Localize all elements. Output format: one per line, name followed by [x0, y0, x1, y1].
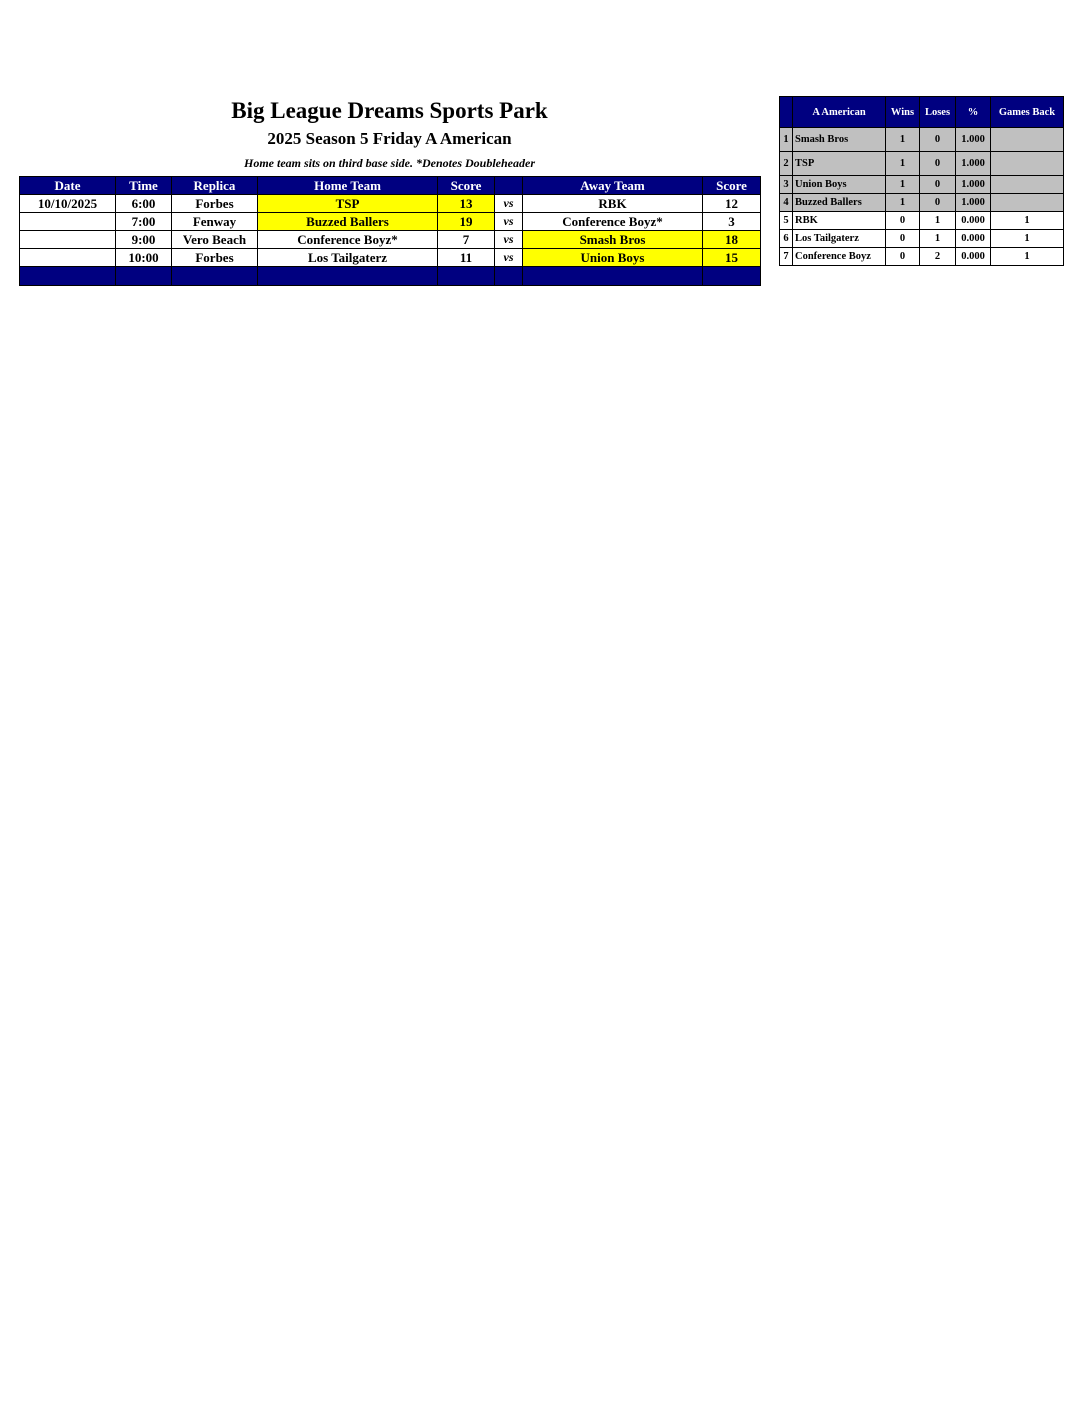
away-score: 15	[703, 249, 761, 267]
column-header-away-score: Score	[703, 177, 761, 195]
standings-row	[780, 248, 1064, 266]
game-time: 9:00	[116, 231, 172, 249]
team-rank: 5	[780, 212, 793, 230]
away-team: RBK	[523, 195, 703, 213]
team-games-back	[991, 176, 1064, 194]
game-row	[20, 213, 761, 231]
game-row	[20, 231, 761, 249]
game-row	[20, 249, 761, 267]
game-replica: Fenway	[172, 213, 258, 231]
game-time: 6:00	[116, 195, 172, 213]
team-wins: 1	[886, 176, 920, 194]
home-team: TSP	[258, 195, 438, 213]
footer-cell	[703, 267, 761, 286]
column-header-vs	[495, 177, 523, 195]
column-header-time: Time	[116, 177, 172, 195]
team-pct: 1.000	[956, 128, 991, 152]
home-team: Los Tailgaterz	[258, 249, 438, 267]
team-name: TSP	[793, 152, 886, 176]
team-pct: 0.000	[956, 212, 991, 230]
home-score: 13	[438, 195, 495, 213]
team-rank: 1	[780, 128, 793, 152]
team-wins: 0	[886, 230, 920, 248]
schedule-table	[19, 176, 761, 286]
standings-row	[780, 152, 1064, 176]
home-team: Buzzed Ballers	[258, 213, 438, 231]
column-header-division: A American	[793, 97, 886, 128]
team-name: Los Tailgaterz	[793, 230, 886, 248]
team-pct: 1.000	[956, 194, 991, 212]
footer-cell	[258, 267, 438, 286]
vs-label: vs	[495, 195, 523, 213]
footer-cell	[116, 267, 172, 286]
team-rank: 6	[780, 230, 793, 248]
away-team: Union Boys	[523, 249, 703, 267]
schedule-note: Home team sits on third base side. *Denotes Doubleheader	[244, 156, 535, 170]
game-date	[20, 213, 116, 231]
home-team: Conference Boyz*	[258, 231, 438, 249]
team-loses: 0	[920, 176, 956, 194]
team-loses: 2	[920, 248, 956, 266]
page-title: Big League Dreams Sports Park	[231, 98, 548, 123]
team-name: Union Boys	[793, 176, 886, 194]
home-score: 7	[438, 231, 495, 249]
team-name: Buzzed Ballers	[793, 194, 886, 212]
team-loses: 1	[920, 230, 956, 248]
team-name: RBK	[793, 212, 886, 230]
footer-cell	[172, 267, 258, 286]
game-replica: Forbes	[172, 195, 258, 213]
standings-row	[780, 128, 1064, 152]
column-header-games-back: Games Back	[991, 97, 1064, 128]
vs-label: vs	[495, 213, 523, 231]
team-rank: 3	[780, 176, 793, 194]
standings-table	[779, 96, 1064, 266]
team-wins: 0	[886, 212, 920, 230]
team-loses: 0	[920, 152, 956, 176]
vs-label: vs	[495, 249, 523, 267]
column-header-away-team: Away Team	[523, 177, 703, 195]
column-header-replica: Replica	[172, 177, 258, 195]
away-score: 3	[703, 213, 761, 231]
game-replica: Vero Beach	[172, 231, 258, 249]
column-header-wins: Wins	[886, 97, 920, 128]
standings-header-row	[780, 97, 1064, 128]
column-header-home-team: Home Team	[258, 177, 438, 195]
vs-label: vs	[495, 231, 523, 249]
away-score: 12	[703, 195, 761, 213]
team-wins: 1	[886, 128, 920, 152]
standings-row	[780, 230, 1064, 248]
game-time: 10:00	[116, 249, 172, 267]
column-header-rank	[780, 97, 793, 128]
team-games-back: 1	[991, 248, 1064, 266]
team-loses: 0	[920, 194, 956, 212]
standings-row	[780, 212, 1064, 230]
team-pct: 0.000	[956, 230, 991, 248]
game-row	[20, 195, 761, 213]
standings-row	[780, 194, 1064, 212]
game-date	[20, 231, 116, 249]
team-wins: 1	[886, 152, 920, 176]
game-date	[20, 249, 116, 267]
team-games-back: 1	[991, 230, 1064, 248]
team-name: Conference Boyz	[793, 248, 886, 266]
team-name: Smash Bros	[793, 128, 886, 152]
column-header-pct: %	[956, 97, 991, 128]
game-replica: Forbes	[172, 249, 258, 267]
team-games-back	[991, 152, 1064, 176]
column-header-loses: Loses	[920, 97, 956, 128]
schedule-footer-row	[20, 267, 761, 286]
schedule-header-row	[20, 177, 761, 195]
column-header-date: Date	[20, 177, 116, 195]
standings-row	[780, 176, 1064, 194]
team-wins: 1	[886, 194, 920, 212]
team-pct: 1.000	[956, 152, 991, 176]
game-time: 7:00	[116, 213, 172, 231]
home-score: 19	[438, 213, 495, 231]
team-games-back: 1	[991, 212, 1064, 230]
team-rank: 2	[780, 152, 793, 176]
away-team: Smash Bros	[523, 231, 703, 249]
team-loses: 1	[920, 212, 956, 230]
footer-cell	[523, 267, 703, 286]
team-pct: 0.000	[956, 248, 991, 266]
team-games-back	[991, 128, 1064, 152]
home-score: 11	[438, 249, 495, 267]
page-subtitle: 2025 Season 5 Friday A American	[267, 129, 512, 148]
game-date: 10/10/2025	[20, 195, 116, 213]
team-pct: 1.000	[956, 176, 991, 194]
team-loses: 0	[920, 128, 956, 152]
footer-cell	[438, 267, 495, 286]
column-header-home-score: Score	[438, 177, 495, 195]
team-wins: 0	[886, 248, 920, 266]
footer-cell	[495, 267, 523, 286]
team-rank: 7	[780, 248, 793, 266]
away-team: Conference Boyz*	[523, 213, 703, 231]
away-score: 18	[703, 231, 761, 249]
team-rank: 4	[780, 194, 793, 212]
team-games-back	[991, 194, 1064, 212]
footer-cell	[20, 267, 116, 286]
